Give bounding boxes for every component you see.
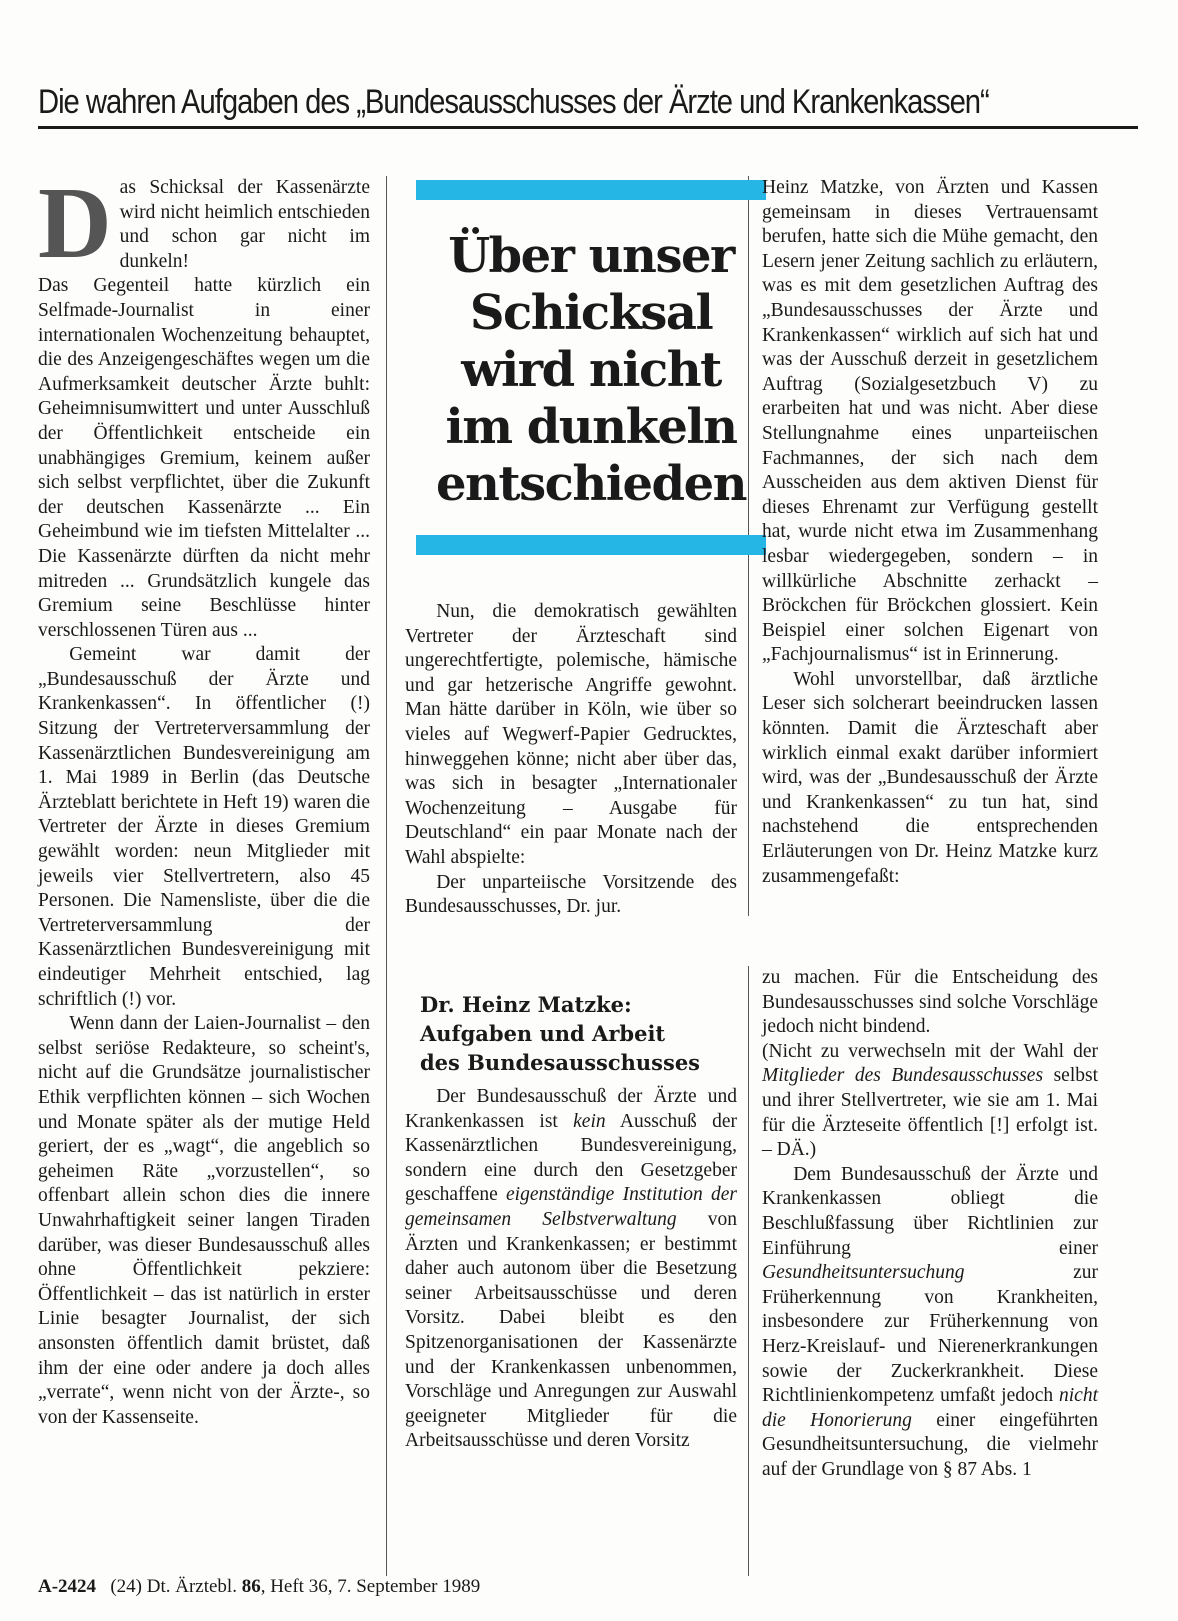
title-rule [38, 126, 1138, 129]
headline-line: im dunkeln [445, 399, 737, 455]
headline-line: Schicksal [469, 285, 713, 341]
section-subhead [420, 990, 770, 1077]
column-1 [38, 167, 370, 1430]
paragraph [762, 1163, 1098, 1483]
text-run: zur Früherkennung von Krankheiten, insbesondere zur Früherkennung von Herz-Kreislauf- und Nierenerkrankungen sowie der Zuckerkrankheit. Diese Richtlinienkompetenz umfaßt jedoch [762, 1262, 1098, 1407]
editor-note [762, 1040, 1098, 1163]
emphasis: Gesundheitsuntersuchung [762, 1262, 965, 1284]
subhead-line: Aufgaben und Arbeit [420, 1021, 666, 1046]
text-run: (Nicht zu verwechseln mit der Wahl der [762, 1040, 1098, 1062]
text-run: Der Bundesausschuß der Ärzte und Krankenkassen ist [405, 1086, 737, 1132]
intro-text: as Schicksal der Kassenärzte wird nicht heimlich entschieden und schon gar nicht im dunkeln! [119, 177, 370, 272]
subhead-line: des Bundesausschusses [420, 1050, 701, 1075]
page-title: Die wahren Aufgaben des „Bundesausschusses der Ärzte und Krankenkassen“ [38, 83, 989, 121]
emphasis: eigenständige Institution der gemeinsamen Selbstverwaltung [405, 1184, 737, 1230]
headline-line: wird nicht [461, 342, 721, 398]
paragraph: Gemeint war damit der „Bundesausschuß der Ärzte und Krankenkassen“. In öffentlicher (!) Sitzung der Vertreterversammlung der Kassenärztlichen Bundesvereinigung am 1. Mai 1989 in Berlin (das Deutsche Ärzteblatt berichtete in Heft 19) waren die Vertreter der Ärzte in dieses Gremium gewählt worden: neun Mitglieder mit jeweils vier Stellvertretern, also 45 Personen. Die Namensliste, über die die Vertreterversammlung der Kassenärztlichen Bundesvereinigung mit eindeutiger Mehrheit entschied, lag schriftlich (!) vor. [38, 644, 370, 1010]
paragraph: Wohl unvorstellbar, daß ärztliche Leser sich solcherart beeindrucken lassen könnten. Damit die Ärzteschaft aber wirklich einmal exakt darüber informiert wird, was der „Bundesausschuß der Ärzte und Krankenkassen“ zu tun hat, sind nachstehend die entsprechenden Erläuterungen von Dr. Heinz Matzke kurz zusammengefaßt: [762, 668, 1098, 887]
headline-line: entschieden [435, 456, 747, 512]
page-reference: A-2424 [38, 1576, 97, 1597]
footer-citation-end: , Heft 36, 7. September 1989 [260, 1576, 481, 1597]
paragraph [405, 1085, 737, 1454]
text-run: einer eingeführten Gesundheitsuntersuchung, die vielmehr auf der Grundlage von § 87 Abs. 1 [762, 1409, 1098, 1480]
headline-bottom-bar [416, 535, 766, 555]
text-run: Ausschuß der Kassenärztlichen Bundesvereinigung, sondern eine durch den Gesetzgeber geschaffene [405, 1110, 737, 1206]
text-run: Dem Bundesausschuß der Ärzte und Krankenkassen obliegt die Beschlußfassung über Richtlinien zur Einführung einer [762, 1163, 1098, 1259]
paragraph: Nun, die demokratisch gewählten Vertreter der Ärzteschaft sind ungerechtfertigte, polemische, hämische und gar hetzerische Angriffe gewohnt. Man hätte darüber in Köln, wie über so vieles auf Wegwerf-Papier Gedrucktes, hinweggehen könne; nicht aber über das, was sich in besagter „Internationaler Wochenzeitung – Ausgabe für Deutschland“ ein paar Monate nach der Wahl abspielte: [405, 601, 737, 868]
drop-cap: D [38, 167, 112, 280]
column-rule [386, 176, 387, 1576]
emphasis: nicht die Honorierung [762, 1385, 1098, 1431]
headline-top-bar [416, 180, 766, 200]
paragraph: Der unparteiische Vorsitzende des Bundesausschusses, Dr. jur. [405, 871, 737, 918]
subhead-line: Dr. Heinz Matzke: [420, 992, 632, 1017]
column-3-bottom [762, 966, 1098, 1482]
headline-line: Über unser [448, 228, 734, 284]
column-2-top [405, 600, 737, 920]
column-2-bottom [405, 1085, 737, 1454]
paragraph: zu machen. Für die Entscheidung des Bundesausschusses sind solche Vorschläge jedoch nicht bindend. [762, 967, 1098, 1038]
column-3-top [762, 176, 1098, 889]
page-footer [38, 1576, 480, 1598]
paragraph: Heinz Matzke, von Ärzten und Kassen gemeinsam in dieses Vertrauensamt berufen, hatte sich die Mühe gemacht, den Lesern jener Zeitung sachlich zu erläutern, was es mit dem gesetzlichen Auftrag des „Bundesausschusses der Ärzte und Krankenkassen“ wirklich auf sich hat und was der Ausschuß derzeit in gesetzlichem Auftrag (Sozialgesetzbuch V) zu erarbeiten hat und was nicht. Aber diese Stellungnahme eines unparteiischen Fachmannes, der sich nach dem Ausscheiden aus dem aktiven Dienst für dieses Ehrenamt zur Verfügung gestellt hat, wurde nicht etwa im Zusammenhang lesbar wiedergegeben, sondern – in willkürliche Abschnitte zerhackt – Bröckchen für Bröckchen glossiert. Kein Beispiel einer solchen Eigenart von „Fachjournalismus“ ist in Erinnerung. [762, 177, 1098, 666]
text-run: von Ärzten und Krankenkassen; er bestimmt daher auch autonom über die Besetzung seiner Arbeitsausschüsse und deren Vorsitz. Dabei bleibt es den Spitzenorganisationen der Kassenärzte und der Krankenkassen unbenommen, Vorschläge und Anregungen zur Auswahl geeigneter Mitglieder für die Arbeitsausschüsse und deren Vorsitz [405, 1208, 737, 1452]
intro-paragraph [38, 167, 370, 280]
paragraph: Wenn dann der Laien-Journalist – den selbst seriöse Redakteure, so scheint's, nicht auf die Grundsätze journalistischer Ethik verpflichten können – sich Wochen und Monate später als der mutige Held geriert, der es „wagt“, die angeblich so geheimen Räte „vorzustellen“, so offenbart allein schon dies die innere Unwahrhaftigkeit seiner langen Tiraden darüber, was dieser Bundesausschuß alles ohne Öffentlichkeit pekziere: Öffentlichkeit – das ist natürlich in erster Linie besagter Journalist, der sich ansonsten öffentlich damit brüstet, daß ihm der eine oder andere ja doch alles „verrate“, wenn nicht von der Ärzte-, so von der Kassenseite. [38, 1013, 370, 1428]
footer-citation: (24) Dt. Ärztebl. [110, 1576, 242, 1597]
headline [416, 228, 766, 513]
emphasis: kein [573, 1110, 606, 1132]
paragraph: Das Gegenteil hatte kürzlich ein Selfmade-Journalist in einer internationalen Wochenzeitung behauptet, die des Anzeigengeschäftes wegen um die Aufmerksamkeit deutscher Ärzte buhlt: Geheimnisumwittert und unter Ausschluß der Öffentlichkeit entscheide ein unabhängiges Gremium, keinem außer sich selbst verpflichtet, über die Zukunft der deutschen Kassenärzte ... Ein Geheimbund wie im tiefsten Mittelalter ... Die Kassenärzte dürften da nicht mehr mitreden ... Grundsätzlich kungele das Gremium seine Beschlüsse hinter verschlossenen Türen aus ... [38, 275, 370, 641]
text-run: selbst und ihrer Stellvertreter, wie sie am 1. Mai für die Ärzteseite öffentlich [!] erfolgt ist. – DÄ.) [762, 1065, 1099, 1161]
emphasis: Mitglieder des Bundesausschusses [762, 1065, 1044, 1087]
volume-number: 86 [241, 1576, 261, 1597]
